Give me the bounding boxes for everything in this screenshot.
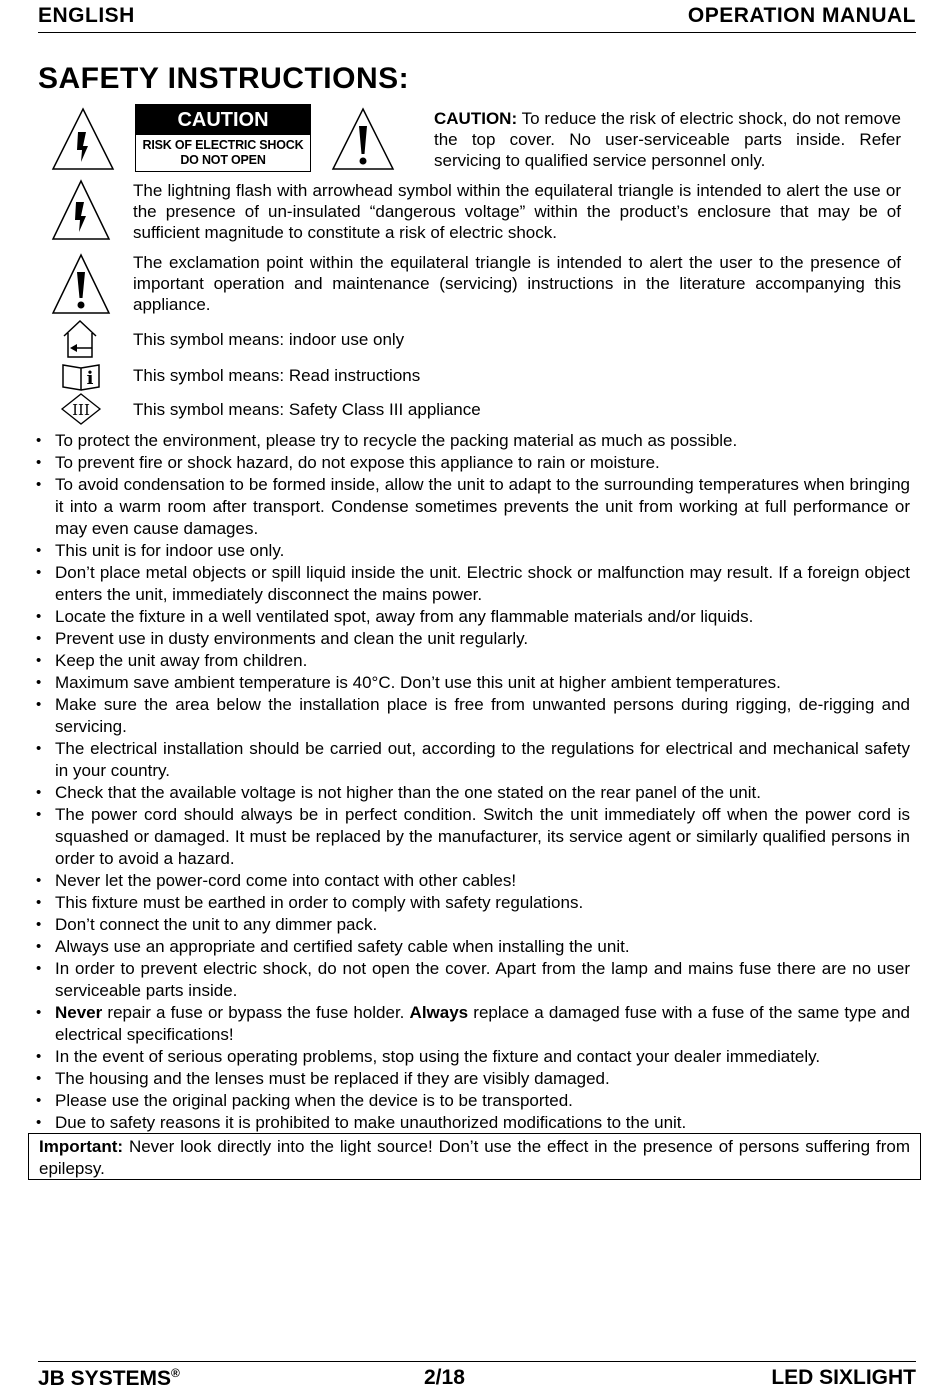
exclamation-paragraph: The exclamation point within the equilateral triangle is intended to alert the user to the presence of important operation and maintenance (servicing) instructions in the literature accompanying this appliance. [133, 253, 901, 314]
exclamation-triangle-icon [330, 106, 396, 172]
fuse-always: Always [409, 1003, 469, 1022]
list-item: • Make sure the area below the installation place is free from unwanted persons during rigging, de-rigging and servicing. [33, 694, 910, 738]
caution-label-line2: DO NOT OPEN [180, 153, 266, 167]
important-notice-box [28, 1133, 921, 1180]
list-item: • To protect the environment, please try to recycle the packing material as much as possible. [33, 430, 910, 452]
header-language: ENGLISH [38, 4, 135, 27]
safety-class-text: This symbol means: Safety Class III appliance [133, 400, 481, 419]
exclamation-triangle-icon [50, 252, 112, 316]
fuse-mid: repair a fuse or bypass the fuse holder. [102, 1003, 410, 1022]
caution-label-line1: RISK OF ELECTRIC SHOCK [142, 138, 304, 152]
list-item: • Maximum save ambient temperature is 40°C. Don’t use this unit at higher ambient temperatures. [33, 672, 910, 694]
list-item: • Please use the original packing when the device is to be transported. [33, 1090, 910, 1112]
caution-paragraph [434, 108, 901, 171]
registered-mark: ® [171, 1366, 180, 1380]
list-item: • To avoid condensation to be formed inside, allow the unit to adapt to the surrounding temperatures when bringing it into a warm room after transport. Condense sometimes prevents the unit from working at full performance or may even cause damages. [33, 474, 910, 540]
safety-class-iii-icon [60, 392, 102, 426]
important-label: Important: [39, 1137, 124, 1156]
list-item: • This fixture must be earthed in order to comply with safety regulations. [33, 892, 910, 914]
indoor-use-text: This symbol means: indoor use only [133, 330, 405, 349]
read-instructions-icon [60, 360, 102, 392]
indoor-use-icon [60, 318, 100, 360]
footer-brand [38, 1366, 180, 1391]
list-item: • In the event of serious operating problems, stop using the fixture and contact your dealer immediately. [33, 1046, 910, 1068]
footer-product: LED SIXLIGHT [771, 1366, 916, 1389]
list-item: • Don’t place metal objects or spill liquid inside the unit. Electric shock or malfunction may result. If a foreign object enters the unit, immediately disconnect the mains power. [33, 562, 910, 606]
list-item: • The power cord should always be in perfect condition. Switch the unit immediately off when the power cord is squashed or damaged. It must be replaced by the manufacturer, its service agent or similarly qualified persons in order to avoid a hazard. [33, 804, 910, 870]
caution-rest: To reduce the risk of electric shock, do not remove the top cover. No user-serviceable parts inside. Refer servicing to qualified service personnel only. [434, 109, 901, 170]
list-item: • Prevent use in dusty environments and clean the unit regularly. [33, 628, 910, 650]
page-title: SAFETY INSTRUCTIONS: [38, 62, 410, 95]
list-item: • The housing and the lenses must be replaced if they are visibly damaged. [33, 1068, 910, 1090]
list-item: • Don’t connect the unit to any dimmer pack. [33, 914, 910, 936]
list-item: • Locate the fixture in a well ventilated spot, away from any flammable materials and/or liquids. [33, 606, 910, 628]
class3-mark: III [72, 401, 90, 419]
caution-label-subtitle [136, 135, 310, 168]
list-item: • The electrical installation should be carried out, according to the regulations for electrical and mechanical safety in your country. [33, 738, 910, 782]
header-doc-type: OPERATION MANUAL [687, 4, 916, 27]
footer-page-number: 2/18 [424, 1366, 465, 1389]
list-item: • In order to prevent electric shock, do not open the cover. Apart from the lamp and mains fuse there are no user serviceable parts inside. [33, 958, 910, 1002]
list-item: • This unit is for indoor use only. [33, 540, 910, 562]
list-item: • Always use an appropriate and certified safety cable when installing the unit. [33, 936, 910, 958]
read-instructions-text: This symbol means: Read instructions [133, 366, 421, 385]
list-item: • Never let the power-cord come into contact with other cables! [33, 870, 910, 892]
fuse-end: replace a damaged fuse with a fuse of the same type and electrical specifications! [55, 1003, 910, 1044]
list-item: • To prevent fire or shock hazard, do not expose this appliance to rain or moisture. [33, 452, 910, 474]
list-item: • Keep the unit away from children. [33, 650, 910, 672]
safety-bullet-list [33, 430, 910, 1134]
caution-label [135, 104, 311, 172]
lightning-triangle-icon [50, 178, 112, 242]
footer-brand-name: JB SYSTEMS [38, 1367, 172, 1390]
lightning-triangle-icon [50, 106, 116, 172]
list-item: • Check that the available voltage is not higher than the one stated on the rear panel of the unit. [33, 782, 910, 804]
important-text: Never look directly into the light source! Don’t use the effect in the presence of persons suffering from epilepsy. [39, 1137, 910, 1178]
fuse-never: Never [55, 1003, 103, 1022]
page-header [38, 2, 916, 33]
list-item-fuse [33, 1002, 910, 1046]
page-footer [38, 1361, 916, 1392]
lightning-paragraph: The lightning flash with arrowhead symbol within the equilateral triangle is intended to alert the use or the presence of un-insulated “dangerous voltage” within the product’s enclosure that may be of sufficient magnitude to constitute a risk of electric shock. [133, 181, 901, 242]
caution-bold: CAUTION: [434, 109, 518, 128]
caution-label-title: CAUTION [136, 105, 310, 135]
info-mark: i [86, 368, 94, 389]
list-item: • Due to safety reasons it is prohibited to make unauthorized modifications to the unit. [33, 1112, 910, 1134]
